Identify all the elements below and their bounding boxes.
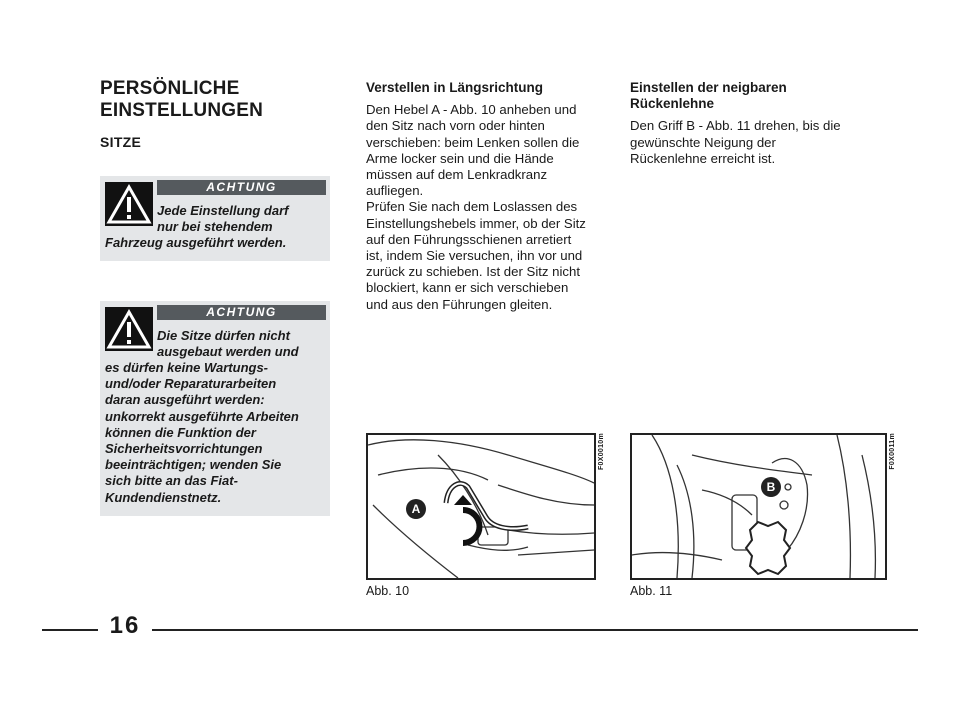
- figure-code: F0X0010m: [598, 433, 605, 471]
- figure-caption: Abb. 11: [630, 584, 673, 598]
- figure-11: [630, 433, 887, 580]
- page-number: 16: [109, 612, 141, 639]
- section-longitudinal: [366, 80, 606, 313]
- title-line-2: EINSTELLUNGEN: [100, 100, 264, 121]
- footer-rule-right: [152, 629, 918, 631]
- marker-a: A: [406, 499, 426, 519]
- marker-b: B: [761, 477, 781, 497]
- backrest-knob-illustration: [632, 435, 885, 578]
- warning-box-1: [100, 176, 330, 261]
- figure-caption: Abb. 10: [366, 584, 410, 598]
- title-line-1: PERSÖNLICHE: [100, 78, 240, 99]
- warning-text-indent: Jede Einstellung darf nur bei stehendem: [157, 203, 289, 235]
- section-title: Einstellen der neigbaren Rückenlehne: [630, 80, 787, 112]
- seat-lever-illustration: [368, 435, 594, 578]
- warning-text-indent: Die Sitze dürfen nicht ausgebaut werden und: [157, 328, 299, 360]
- warning-text: Fahrzeug ausgeführt werden.: [105, 235, 287, 250]
- footer-rule-left: [42, 629, 98, 631]
- warning-label: ACHTUNG: [157, 180, 326, 195]
- warning-triangle-icon: [105, 182, 153, 226]
- section-subtitle: SITZE: [100, 134, 142, 150]
- page-title: [100, 78, 340, 122]
- warning-box-2: [100, 301, 330, 516]
- figure-code: F0X0011m: [889, 433, 896, 470]
- warning-triangle-icon: [105, 307, 153, 351]
- warning-text: es dürfen keine Wartungs- und/oder Reparaturarbeiten daran ausgeführt werden: unkorrekt ausgeführte Arbeiten können die Funktion der Sicherheitsvorrichtungen beeinträchtigen; wenden Sie sich bitte an das Fiat- Kundendienstnetz.: [105, 360, 299, 505]
- section-body: Den Griff B - Abb. 11 drehen, bis die gewünschte Neigung der Rückenlehne erreicht ist.: [630, 118, 841, 166]
- figure-10: [366, 433, 596, 580]
- warning-label: ACHTUNG: [157, 305, 326, 320]
- section-body: Den Hebel A - Abb. 10 anheben und den Sitz nach vorn oder hinten verschieben: beim Lenken sollen die Arme locker sein und die Hände müssen auf dem Lenkradkranz aufliegen. Prüfen Sie nach dem Loslassen des Einstellungshebels immer, ob der Sitz auf den Führungsschienen arretiert ist, indem Sie versuchen, ihn vor und zurück zu schieben. Ist der Sitz nicht blockiert, kann er sich verschieben und aus den Führungen gleiten.: [366, 102, 586, 312]
- section-title: Verstellen in Längsrichtung: [366, 80, 544, 95]
- section-backrest: [630, 80, 880, 167]
